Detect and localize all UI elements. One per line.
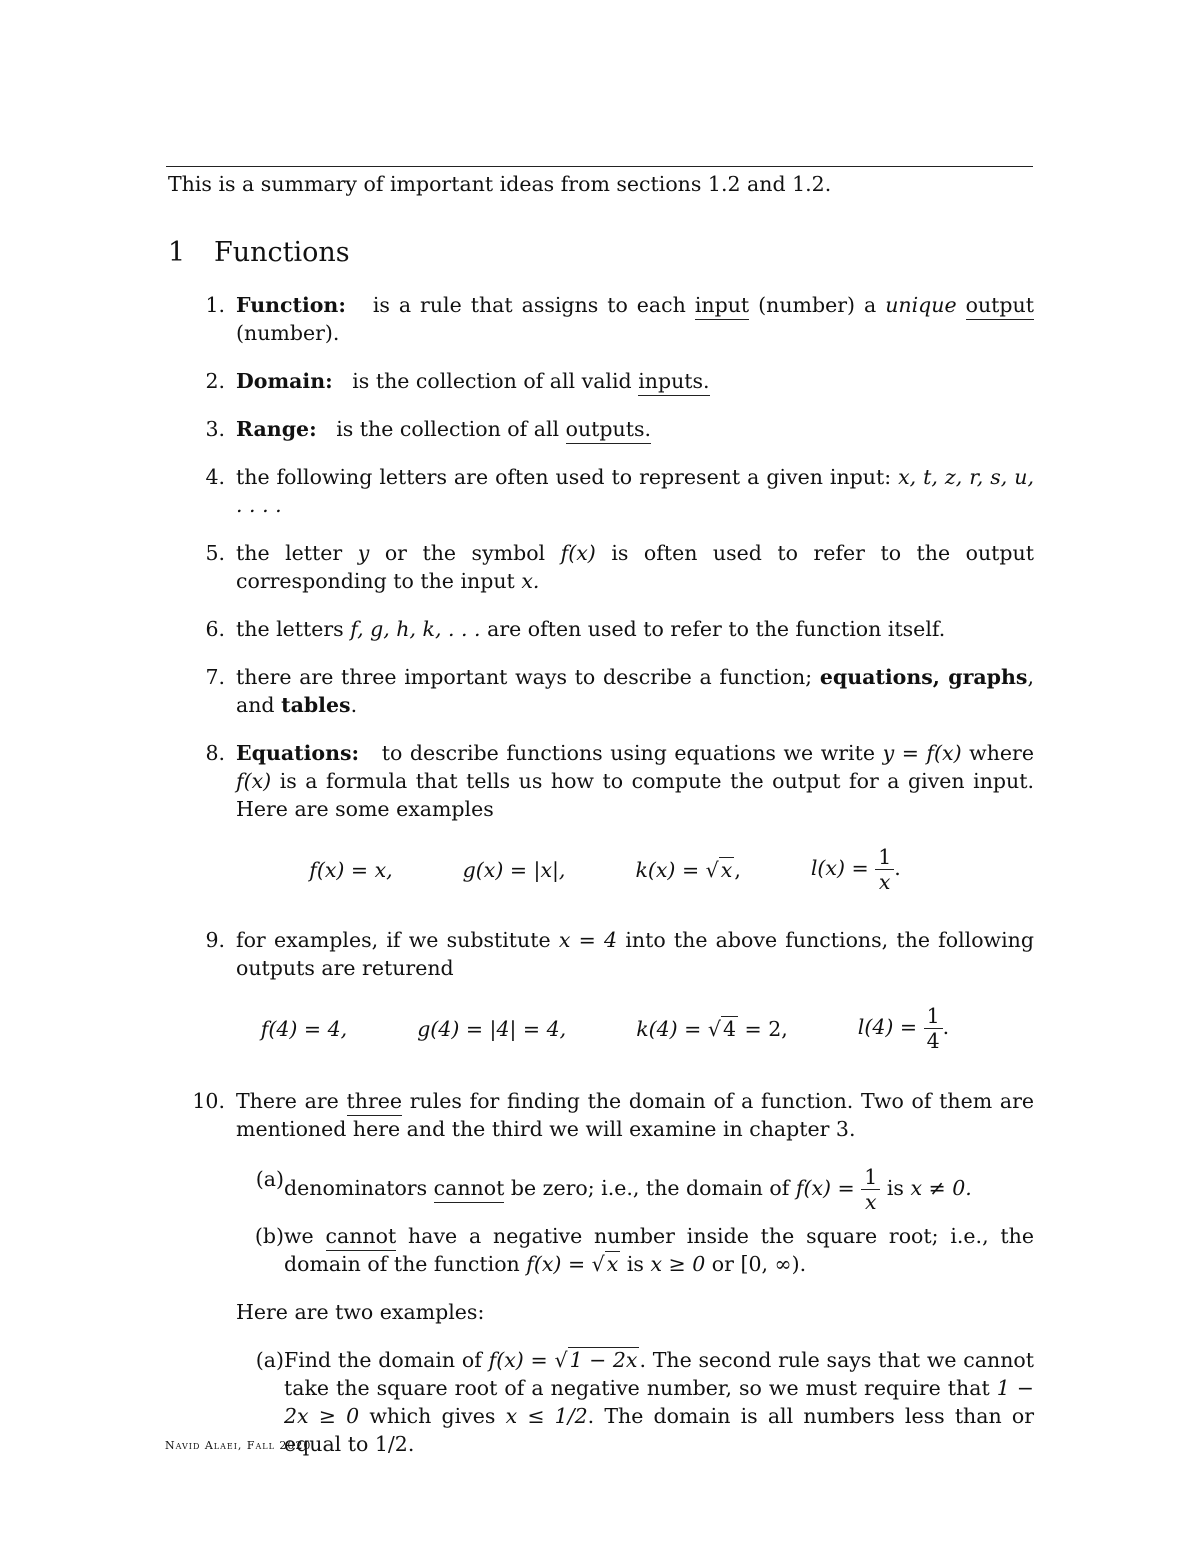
math-expression: x = 4 [558, 928, 618, 952]
item-text: are often used to refer to the function itself. [487, 617, 946, 641]
item-text: to describe functions using equations we write [381, 741, 875, 765]
section-heading [168, 236, 350, 270]
sub-item-number: (b) [254, 1224, 284, 1248]
item-text: . The domain is all numbers less than or equal to 1/2. [284, 1404, 1034, 1456]
math-expression: y = f(x) [882, 741, 962, 765]
list-item-2 [168, 367, 1034, 395]
item-text: is [886, 1176, 904, 1200]
bold-term: equations, graphs [819, 665, 1028, 689]
emphasized-term: unique [885, 293, 957, 317]
equation: l(4) = $\frac{1}{4}$ . [857, 1004, 950, 1053]
underlined-term: cannot [434, 1176, 505, 1203]
item-number: 9. [205, 928, 225, 952]
item-text: There are [236, 1089, 339, 1113]
header-rule [166, 166, 1033, 167]
list-item-5 [168, 539, 1034, 595]
math-expression: f(x) = [795, 1176, 855, 1200]
math-expression: x. [521, 569, 540, 593]
item-number: 6. [205, 617, 225, 641]
item-text: we [284, 1224, 314, 1248]
equation: k(x) = √x, [635, 857, 741, 882]
math-expression: f(x) = [526, 1252, 586, 1276]
underlined-term: inputs. [638, 369, 709, 396]
list-item-1 [168, 291, 1034, 347]
item-text: into the above functions, the following outputs are returend [236, 928, 1034, 980]
equation: g(x) = |x|, [462, 857, 566, 882]
square-root: √1 − 2x [554, 1348, 638, 1372]
math-expression: x ≥ 0 [650, 1252, 706, 1276]
sub-item-number: (a) [255, 1348, 284, 1372]
footer-author: Navid Alaei, Fall 2020 [165, 1439, 312, 1452]
item-text: . The second rule says that we cannot take the square root of a negative number, so we must require that [284, 1348, 1034, 1400]
item-text: have a negative number inside the square root; i.e., the domain of the function [284, 1224, 1034, 1276]
item-text: the letter [236, 541, 343, 565]
item-text: where [969, 741, 1034, 765]
item-text: . [350, 693, 358, 717]
equation: g(4) = |4| = 4, [417, 1016, 567, 1041]
square-root: √x [591, 1252, 619, 1276]
fraction: $\frac{1}{x}$ [861, 1165, 880, 1214]
item-text: is a formula that tells us how to compute the output for a given input. Here are some examples [236, 769, 1034, 821]
math-expression: y [357, 541, 370, 565]
item-number: 5. [205, 541, 225, 565]
math-expression: f, g, h, k, . . . [350, 617, 481, 641]
item-text: is the collection of all valid [352, 369, 632, 393]
item-text: is [626, 1252, 644, 1276]
math-expression: 1 − 2x ≥ 0 [284, 1376, 1034, 1428]
list-item-8 [168, 739, 1034, 906]
math-expression: x ≠ 0. [910, 1176, 972, 1200]
item-label: Equations: [236, 741, 360, 765]
item-text: (number). [236, 321, 340, 345]
item-text: or the symbol [384, 541, 546, 565]
section-title: Functions [214, 237, 350, 268]
examples-intro: Here are two examples: [236, 1300, 485, 1324]
equation-row [176, 845, 1034, 894]
section-number: 1 [168, 237, 186, 268]
equation: k(4) = √4 = 2, [636, 1016, 788, 1041]
item-text: be zero; i.e., the domain of [510, 1176, 790, 1200]
item-number: 3. [205, 417, 225, 441]
item-text: which gives [369, 1404, 496, 1428]
example-a [236, 1346, 1034, 1458]
equation: l(x) = $\frac{1}{x}$ . [810, 845, 901, 894]
item-text: for examples, if we substitute [236, 928, 551, 952]
item-text: (number) a [758, 293, 877, 317]
equation: f(x) = x, [309, 857, 393, 882]
item-number: 2. [205, 369, 225, 393]
item-text: or [711, 1252, 734, 1276]
item-text: is often used to refer to the output corresponding to the input [236, 541, 1034, 593]
math-expression: x, t, z, r, s, u, . . . . [236, 465, 1034, 517]
item-text: the letters [236, 617, 344, 641]
sub-item-number: (a) [255, 1167, 284, 1191]
underlined-term: three [347, 1089, 403, 1116]
sub-item-b [236, 1222, 1034, 1278]
underlined-term: cannot [326, 1224, 397, 1251]
item-text: the following letters are often used to represent a given input: [236, 465, 892, 489]
math-expression: x ≤ 1/2 [505, 1404, 588, 1428]
underlined-term: input [695, 293, 749, 320]
intro-text: This is a summary of important ideas from sections 1.2 and 1.2. [168, 172, 832, 196]
item-text: denominators [284, 1176, 428, 1200]
item-label: Function: [236, 293, 346, 317]
list-item-3 [168, 415, 1034, 443]
math-expression: f(x) [236, 769, 272, 793]
item-number: 8. [205, 741, 225, 765]
definitions-list [168, 291, 1034, 1486]
list-item-4 [168, 463, 1034, 519]
item-text: there are three important ways to describe a function; [236, 665, 813, 689]
item-text: is the collection of all [336, 417, 560, 441]
list-item-7 [168, 663, 1034, 719]
item-text: is a rule that assigns to each [372, 293, 686, 317]
bold-term: tables [281, 693, 351, 717]
sub-item-a [236, 1165, 1034, 1214]
underlined-term: output [966, 293, 1034, 320]
item-text: rules for finding the domain of a function. Two of them are mentioned here and the third we will examine in chapter 3. [236, 1089, 1035, 1141]
item-text: Find the domain of [284, 1348, 482, 1372]
item-number: 10. [192, 1089, 225, 1113]
math-expression: f(x) = [488, 1348, 548, 1372]
math-expression: f(x) [560, 541, 596, 565]
equation: f(4) = 4, [260, 1016, 348, 1041]
math-expression: [0, ∞). [740, 1252, 807, 1276]
list-item-9 [168, 926, 1034, 1067]
underlined-term: outputs. [566, 417, 651, 444]
item-text: , and [236, 665, 1034, 717]
item-number: 4. [205, 465, 225, 489]
item-label: Range: [236, 417, 317, 441]
equation-row [176, 1004, 1034, 1053]
item-number: 7. [205, 665, 225, 689]
list-item-10 [168, 1087, 1034, 1466]
item-number: 1. [205, 293, 225, 317]
item-label: Domain: [236, 369, 333, 393]
list-item-6 [168, 615, 1034, 643]
